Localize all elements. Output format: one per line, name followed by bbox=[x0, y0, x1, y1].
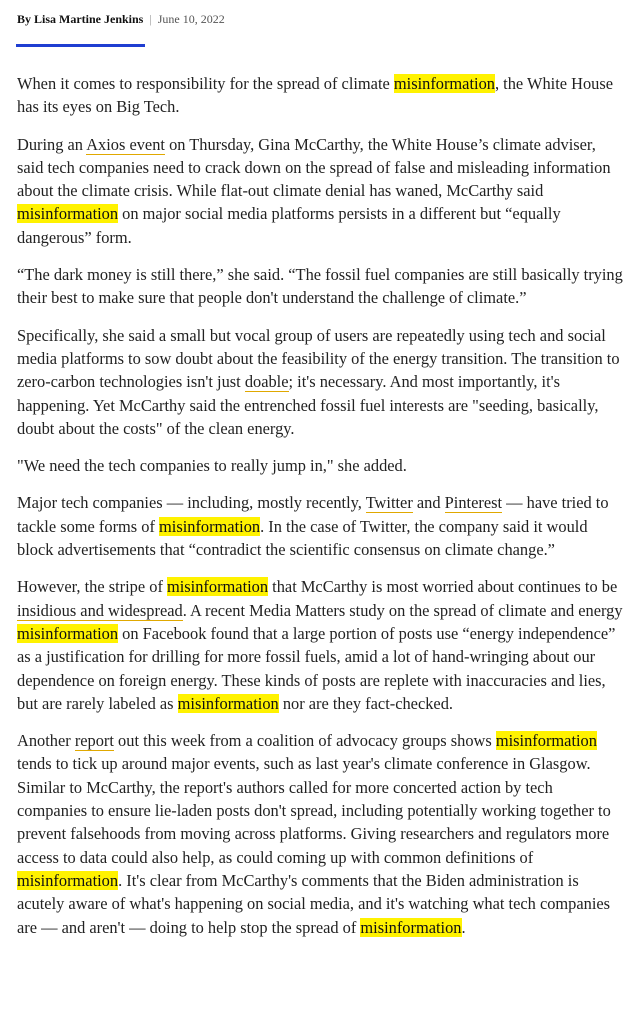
article-paragraph bbox=[17, 491, 623, 561]
paragraph-text: “The dark money is still there,” she said. “The fossil fuel companies are still basically trying their best to make sure that people don't understand the challenge of climate.” bbox=[17, 265, 623, 308]
paragraph-text: Specifically, she said a small but vocal group of users are repeatedly using tech and social media platforms to sow doubt about the feasibility of the energy transition. The transition to zero-carbon technologies isn't just bbox=[17, 325, 620, 392]
highlighted-term: misinformation bbox=[495, 731, 597, 751]
paragraph-text: . It's clear from McCarthy's comments that the Biden administration is acutely aware of what's happening on social media, and it's watching what tech companies are — and aren't — doing to help stop the spread of bbox=[17, 870, 611, 937]
article-paragraph bbox=[17, 72, 623, 119]
article-link[interactable]: doable bbox=[244, 372, 289, 392]
paragraph-text: When it comes to responsibility for the spread of climate bbox=[17, 74, 394, 93]
publish-date: June 10, 2022 bbox=[157, 12, 225, 26]
paragraph-text: However, the stripe of bbox=[17, 577, 167, 597]
paragraph-text: , the White House has its eyes on Big Tech. bbox=[17, 74, 614, 117]
paragraph-text: on Thursday, Gina McCarthy, the White House’s climate adviser, said tech companies need to crack down on the spread of false and misleading information about the climate crisis. While flat-out climate denial has waned, McCarthy said bbox=[17, 134, 611, 201]
paragraph-text: out this week from a coalition of advocacy groups shows bbox=[113, 731, 496, 751]
article-link[interactable]: Axios event bbox=[86, 134, 165, 154]
paragraph-text: and bbox=[412, 493, 445, 513]
article-paragraph bbox=[17, 575, 623, 715]
paragraph-text: nor are they fact-checked. bbox=[278, 693, 453, 713]
paragraph-text: Another bbox=[17, 731, 75, 751]
article-paragraph bbox=[17, 133, 623, 249]
article-body bbox=[17, 72, 623, 953]
paragraph-text: . In the case of Twitter, the company said it would block advertisements that “contradict the scientific consensus on climate change.” bbox=[17, 516, 588, 560]
byline-separator: | bbox=[149, 12, 152, 26]
highlighted-term: misinformation bbox=[17, 204, 119, 224]
article-paragraph bbox=[17, 263, 623, 310]
paragraph-text: "We need the tech companies to really jump in," she added. bbox=[17, 456, 407, 476]
author-name[interactable]: By Lisa Martine Jenkins bbox=[17, 12, 144, 26]
article-link[interactable]: Pinterest bbox=[444, 493, 503, 513]
paragraph-text: that McCarthy is most worried about continues to be bbox=[268, 577, 618, 597]
highlighted-term: misinformation bbox=[17, 870, 119, 890]
paragraph-text: . A recent Media Matters study on the spread of climate and energy bbox=[182, 600, 623, 620]
paragraph-text: on Facebook found that a large portion of posts use “energy independence” as a justification for drilling for more fossil fuels, amid a lot of hand-wringing about our dependence on foreign energy. These kinds of posts are replete with inaccuracies and lies, but are rarely labeled as bbox=[17, 623, 616, 713]
article-paragraph bbox=[17, 454, 623, 477]
paragraph-text: . bbox=[461, 917, 466, 937]
highlighted-term: misinformation bbox=[177, 693, 279, 713]
highlighted-term: misinformation bbox=[167, 577, 269, 597]
article-link[interactable]: Twitter bbox=[365, 493, 413, 513]
paragraph-text: During an bbox=[17, 134, 87, 154]
article-paragraph bbox=[17, 729, 623, 939]
highlighted-term: misinformation bbox=[159, 516, 261, 536]
article-link[interactable]: insidious and widespread bbox=[17, 600, 183, 620]
paragraph-text: tends to tick up around major events, such as last year's climate conference in Glasgow. Similar to McCarthy, the report's authors called for more concerted action by tech companies to ensure lie-laden posts don't spread, including potentially working together to prevent falsehoods from moving across platforms. Giving researchers and regulators more access to data could also help, as could coming up with common definitions of bbox=[17, 754, 611, 867]
paragraph-text: Major tech companies — including, mostly recently, bbox=[17, 493, 366, 513]
byline-accent-rule bbox=[16, 44, 145, 47]
article-link[interactable]: report bbox=[74, 731, 114, 751]
highlighted-term: misinformation bbox=[393, 74, 495, 93]
highlighted-term: misinformation bbox=[360, 917, 462, 937]
article-paragraph bbox=[17, 324, 623, 440]
paragraph-text: ; it's necessary. And most importantly, it's happening. Yet McCarthy said the entrenched fossil fuel interests are "seeding, basically, doubt about the costs" of the clean energy. bbox=[17, 372, 599, 438]
byline bbox=[17, 9, 225, 29]
highlighted-term: misinformation bbox=[17, 623, 119, 643]
paragraph-text: — have tried to tackle some forms of bbox=[17, 493, 609, 536]
paragraph-text: on major social media platforms persists in a different but “equally dangerous” form. bbox=[17, 204, 561, 247]
